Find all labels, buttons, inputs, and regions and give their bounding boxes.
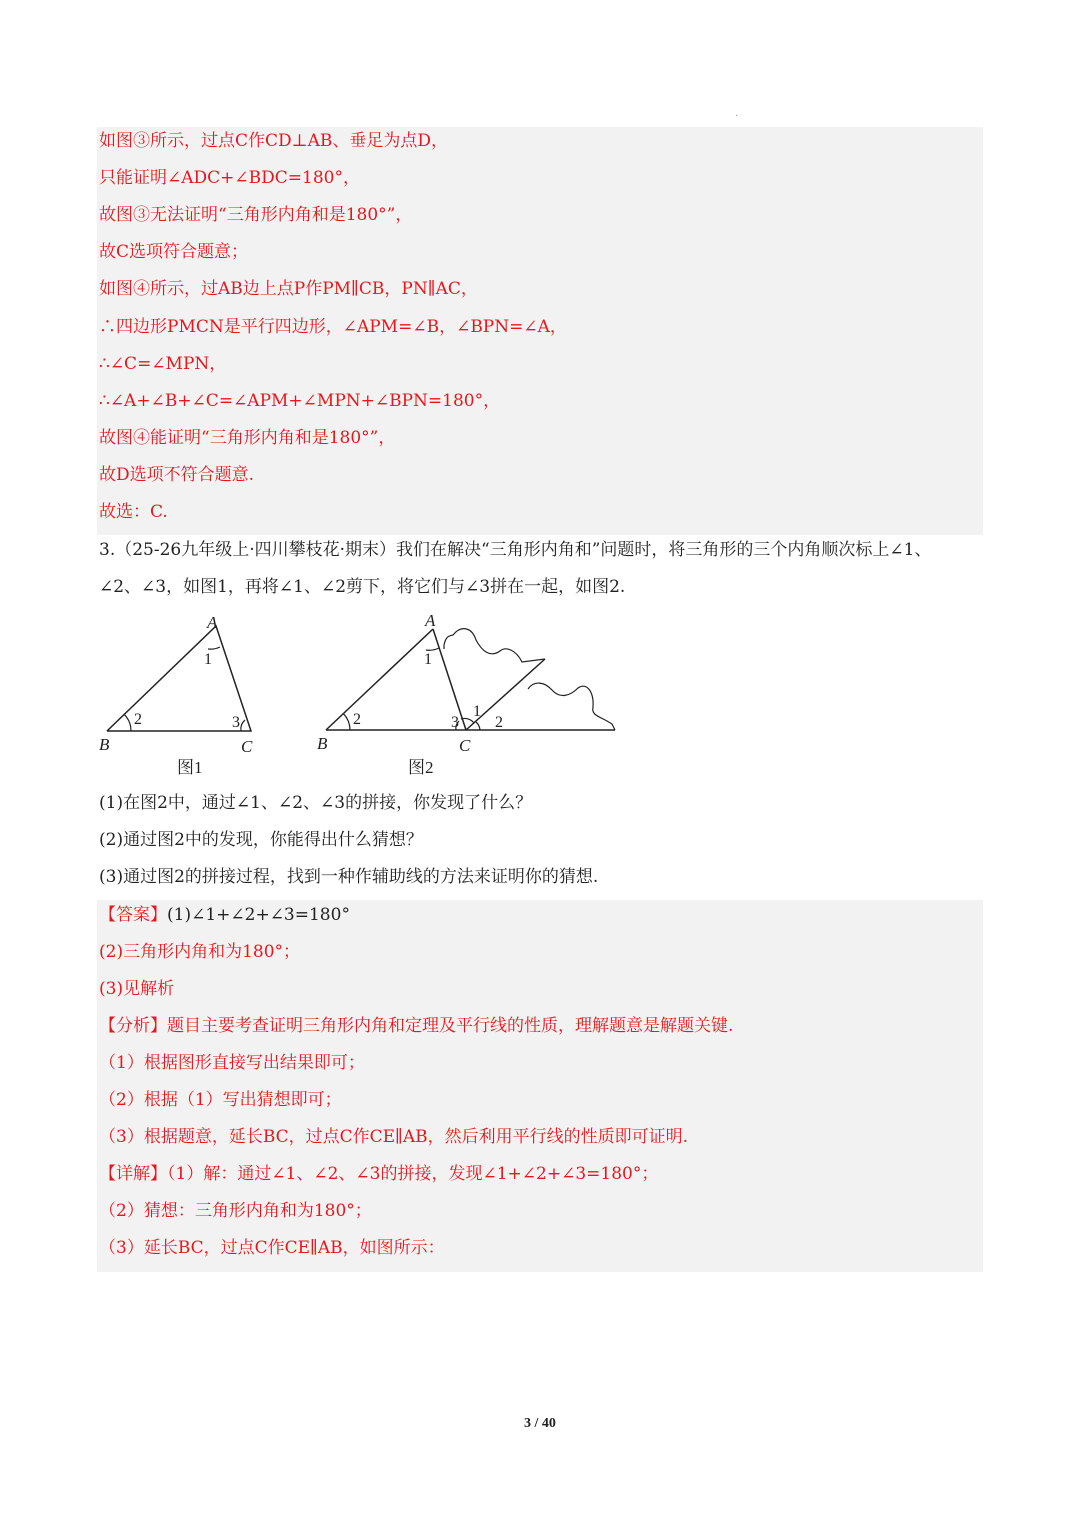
figure-1: [95, 610, 275, 780]
angle-label-1: 1: [424, 651, 432, 668]
answer-line-1: [99, 903, 350, 927]
angle-label-3: 3: [451, 714, 459, 731]
figure-caption: 图1: [177, 758, 203, 777]
solution-line: 故D选项不符合题意.: [99, 465, 255, 485]
angle-label-1: 1: [204, 651, 212, 668]
figure-2: [312, 606, 632, 780]
question-part: (2)通过图2中的发现，你能得出什么猜想？: [99, 830, 423, 850]
analysis-text: 题目主要考查证明三角形内角和定理及平行线的性质，理解题意是解题关键.: [167, 1016, 734, 1036]
detail-line: [99, 1162, 658, 1186]
solution-line: 故图③无法证明“三角形内角和是180°”，: [99, 205, 413, 225]
detail-step: （2）猜想：三角形内角和为180°；: [99, 1201, 372, 1221]
vertex-label-c: C: [241, 737, 253, 756]
vertex-label-b: B: [317, 734, 328, 753]
answer-label: 【答案】: [99, 905, 167, 925]
analysis-step: （1）根据图形直接写出结果即可；: [99, 1053, 365, 1073]
solution-line: 如图④所示，过AB边上点P作PM∥CB，PN∥AC，: [99, 279, 478, 299]
figure-caption: 图2: [408, 758, 434, 777]
question-part: (1)在图2中，通过∠1、∠2、∠3的拼接，你发现了什么？: [99, 793, 533, 813]
detail-text: （1）解：通过∠1、∠2、∠3的拼接，发现∠1+∠2+∠3=180°；: [167, 1164, 659, 1184]
solution-line: 故选：C.: [99, 502, 168, 522]
page-number: 3 / 40: [524, 1416, 556, 1431]
question-text: ∠2、∠3，如图1，再将∠1、∠2剪下，将它们与∠3拼在一起，如图2.: [99, 577, 626, 597]
solution-line: 故图④能证明“三角形内角和是180°”，: [99, 428, 396, 448]
analysis-label: 【分析】: [99, 1016, 167, 1036]
solution-line: ∴∠A+∠B+∠C=∠APM+∠MPN+∠BPN=180°，: [99, 391, 501, 411]
pasted-angle-1: 1: [473, 703, 481, 720]
solution-line: 只能证明∠ADC+∠BDC=180°，: [99, 168, 360, 188]
detail-label: 【详解】: [99, 1164, 167, 1184]
corner-dot: .: [735, 108, 739, 119]
vertex-label-a: A: [425, 611, 436, 630]
angle-label-2: 2: [134, 711, 142, 728]
answer-line: (3)见解析: [99, 979, 175, 999]
pasted-angle-2: 2: [495, 714, 503, 731]
analysis-step: （3）根据题意，延长BC，过点C作CE∥AB，然后利用平行线的性质即可证明.: [99, 1127, 689, 1147]
angle-label-2: 2: [353, 711, 361, 728]
question-text: 3.（25-26九年级上·四川攀枝花·期末）我们在解决“三角形内角和”问题时，将三角形的三个内角顺次标上∠1、: [99, 540, 932, 560]
analysis-line: [99, 1014, 733, 1038]
answer-text: (1)∠1+∠2+∠3=180°: [167, 905, 350, 925]
question-part: (3)通过图2的拼接过程，找到一种作辅助线的方法来证明你的猜想.: [99, 867, 599, 887]
answer-line: (2)三角形内角和为180°；: [99, 942, 301, 962]
solution-line: ∴∠C=∠MPN，: [99, 354, 227, 374]
detail-step: （3）延长BC，过点C作CE∥AB，如图所示：: [99, 1238, 445, 1258]
solution-line: 故C选项符合题意；: [99, 242, 249, 262]
vertex-label-a: A: [207, 613, 218, 632]
vertex-label-c: C: [459, 736, 471, 755]
analysis-step: （2）根据（1）写出猜想即可；: [99, 1090, 342, 1110]
solution-line: ∴四边形PMCN是平行四边形，∠APM=∠B，∠BPN=∠A，: [99, 317, 567, 337]
angle-label-3: 3: [232, 714, 240, 731]
vertex-label-b: B: [99, 735, 110, 754]
solution-line: 如图③所示，过点C作CD⊥AB、垂足为点D，: [99, 131, 449, 151]
